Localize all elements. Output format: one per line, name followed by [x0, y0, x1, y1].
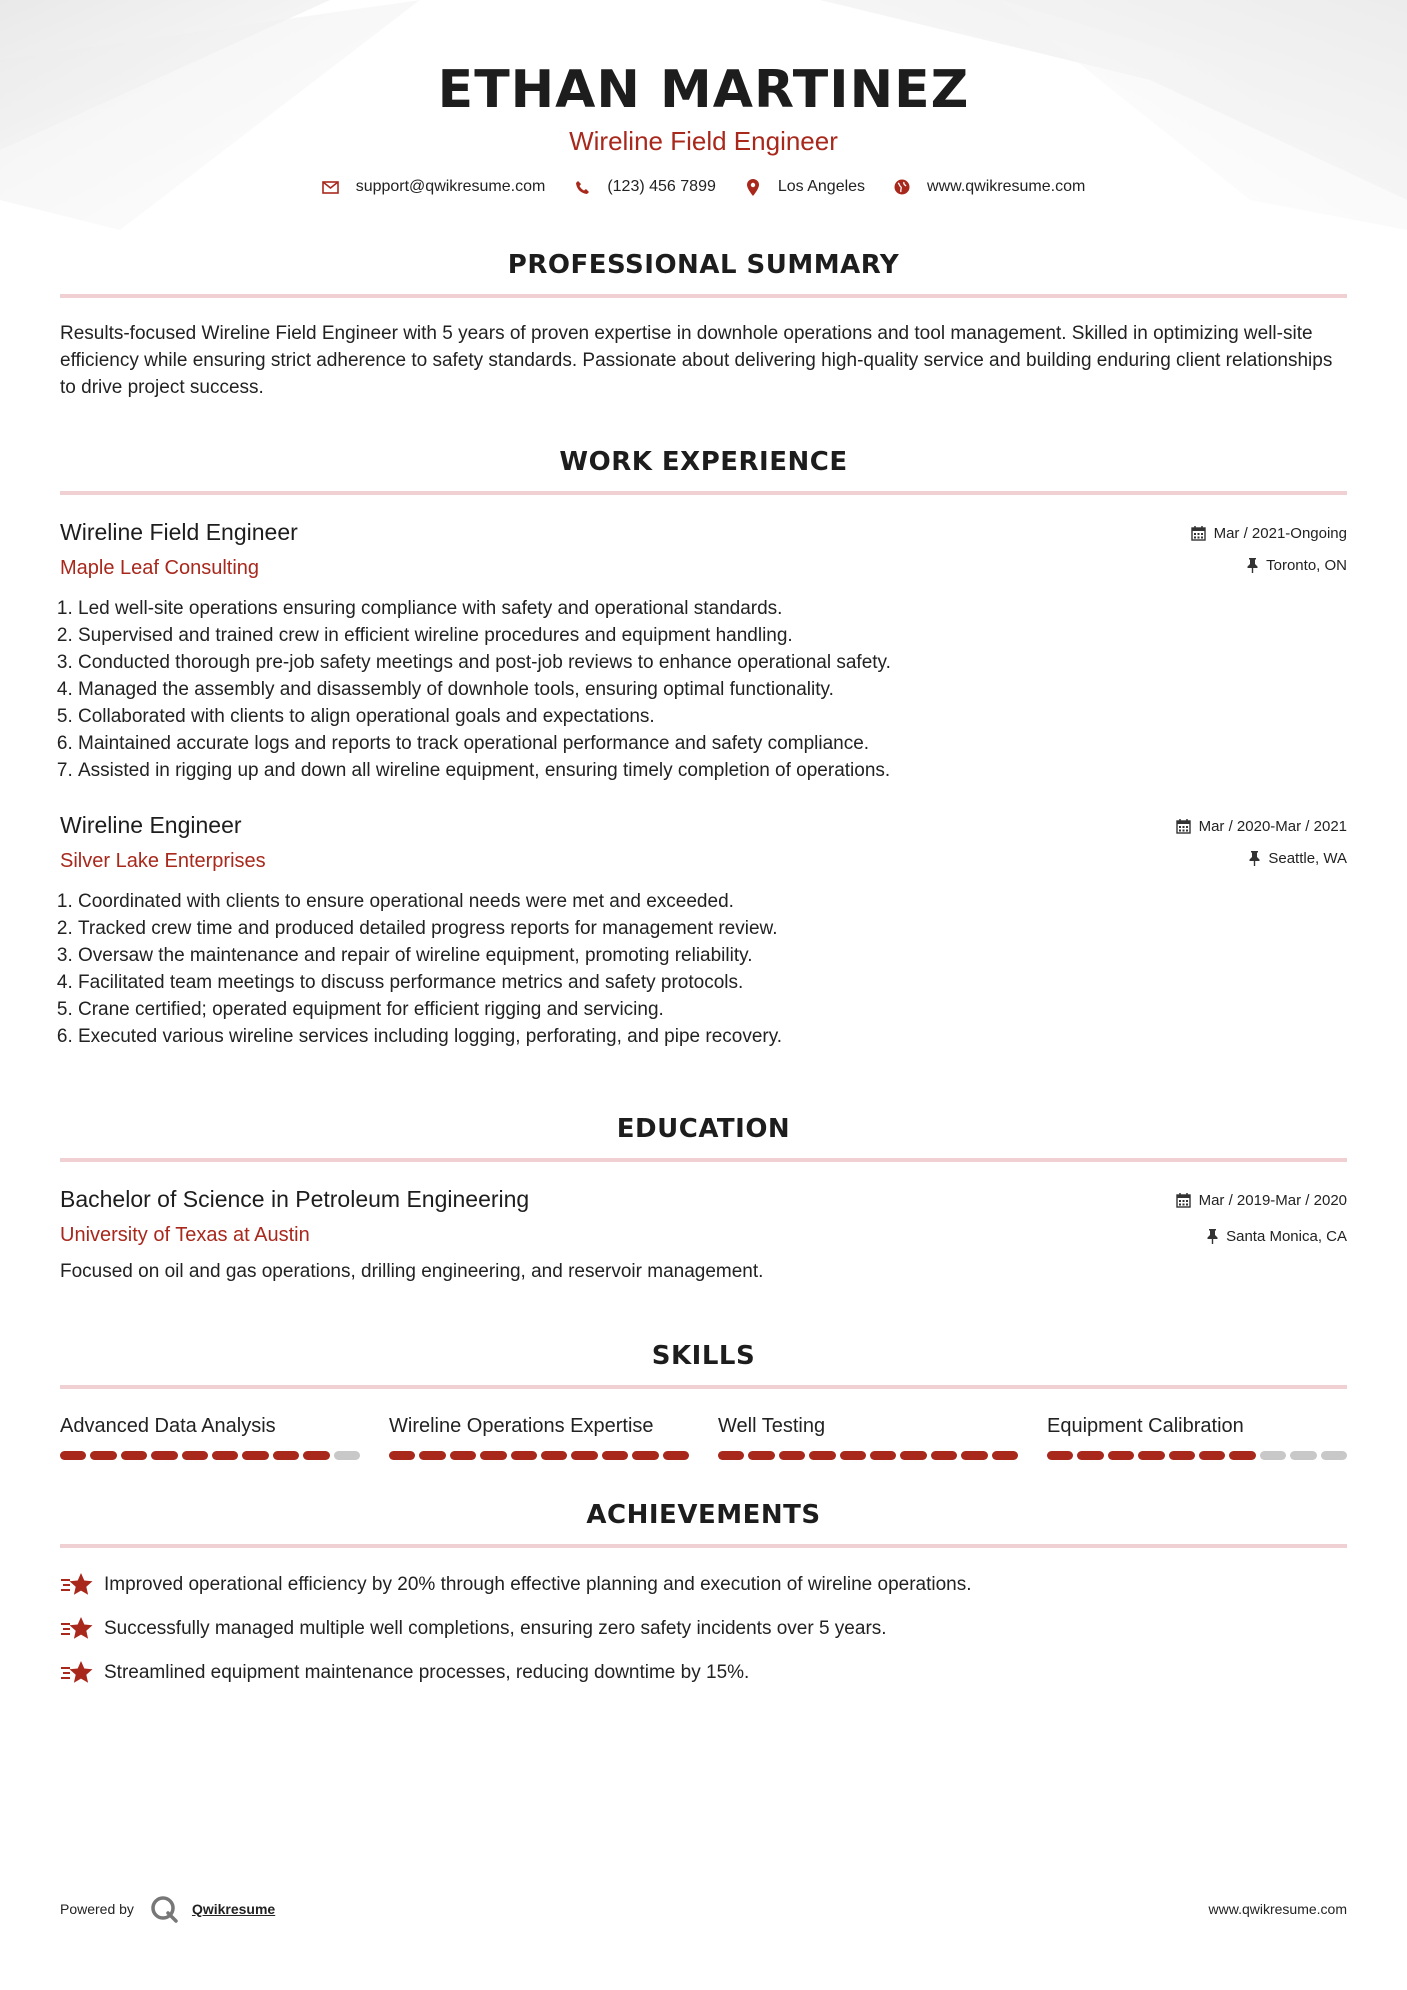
- achievement-item: [60, 1660, 1347, 1686]
- skill-segment-filled: [242, 1451, 268, 1460]
- skill-segment-filled: [961, 1451, 987, 1460]
- bullet-item: 1. Led well-site operations ensuring compliance with safety and operational standards.: [78, 595, 1347, 622]
- job-bullets: [60, 888, 1347, 1050]
- skill-item: [1047, 1413, 1347, 1460]
- achievements-heading: ACHIEVEMENTS: [586, 1500, 821, 1530]
- job-location: [1191, 555, 1347, 575]
- footer: [60, 1895, 1347, 1923]
- bullet-item: 2. Supervised and trained crew in efficient wireline procedures and equipment handling.: [78, 622, 1347, 649]
- skill-name: Equipment Calibration: [1047, 1415, 1244, 1437]
- contact-location: [744, 178, 865, 196]
- skill-segment-filled: [840, 1451, 866, 1460]
- achievements-section: [60, 1498, 1347, 1686]
- candidate-name: ETHAN MARTINEZ: [437, 60, 970, 120]
- school-name: University of Texas at Austin: [60, 1224, 310, 1246]
- contact-phone[interactable]: [573, 178, 716, 196]
- map-pin-icon: [744, 178, 762, 196]
- skill-segment-filled: [151, 1451, 177, 1460]
- degree-title: Bachelor of Science in Petroleum Engineering: [60, 1186, 530, 1212]
- job-meta: [1176, 810, 1347, 868]
- skill-segment-filled: [1138, 1451, 1164, 1460]
- bullet-item: 2. Tracked crew time and produced detailed progress reports for management review.: [78, 915, 1347, 942]
- education-entry: [60, 1184, 1347, 1285]
- skill-item: [389, 1413, 689, 1460]
- skill-name: Well Testing: [718, 1415, 826, 1437]
- skill-segment-filled: [900, 1451, 926, 1460]
- section-divider: [60, 294, 1347, 298]
- location-text: Los Angeles: [777, 178, 866, 195]
- qwikresume-logo-icon: [150, 1895, 178, 1923]
- skill-segment-filled: [389, 1451, 415, 1460]
- education-dates: [1176, 1190, 1347, 1210]
- skill-level-bar: [1047, 1451, 1347, 1460]
- job-dates: [1191, 523, 1347, 543]
- qwikresume-link[interactable]: Qwikresume: [191, 1901, 276, 1917]
- star-icon: [60, 1660, 94, 1686]
- skill-segment-filled: [1229, 1451, 1255, 1460]
- contact-email[interactable]: [322, 178, 546, 196]
- footer-branding: [60, 1895, 275, 1923]
- job-title: Wireline Engineer: [60, 812, 242, 838]
- skill-segment-filled: [450, 1451, 476, 1460]
- section-divider: [60, 1385, 1347, 1389]
- achievements-list: [60, 1572, 1347, 1686]
- skill-segment-filled: [541, 1451, 567, 1460]
- achievement-text: Improved operational efficiency by 20% through effective planning and execution of wireline operations.: [104, 1574, 972, 1595]
- skill-segment-filled: [992, 1451, 1018, 1460]
- skill-segment-filled: [748, 1451, 774, 1460]
- job-location: [1176, 848, 1347, 868]
- website-text: www.qwikresume.com: [927, 178, 1086, 195]
- dates-text: Mar / 2021-Ongoing: [1213, 524, 1347, 542]
- skill-name: Advanced Data Analysis: [60, 1415, 276, 1437]
- skill-level-bar: [718, 1451, 1018, 1460]
- skill-segment-filled: [1047, 1451, 1073, 1460]
- skills-list: [60, 1413, 1347, 1460]
- achievement-item: [60, 1572, 1347, 1598]
- candidate-role: Wireline Field Engineer: [569, 126, 838, 156]
- skill-segment-filled: [60, 1451, 86, 1460]
- skill-segment-empty: [1260, 1451, 1286, 1460]
- job-entry: [60, 517, 1347, 784]
- skill-level-bar: [60, 1451, 360, 1460]
- education-heading: EDUCATION: [616, 1114, 791, 1144]
- powered-by-label: Powered by: [60, 1901, 134, 1917]
- experience-heading: WORK EXPERIENCE: [559, 447, 848, 477]
- job-bullets: [60, 595, 1347, 784]
- resume-header: [60, 0, 1347, 196]
- job-dates: [1176, 816, 1347, 836]
- skill-segment-filled: [602, 1451, 628, 1460]
- bullet-item: 5. Crane certified; operated equipment for efficient rigging and servicing.: [78, 996, 1347, 1023]
- envelope-icon: [322, 178, 340, 196]
- skill-segment-filled: [809, 1451, 835, 1460]
- skill-segment-filled: [1169, 1451, 1195, 1460]
- skill-segment-filled: [663, 1451, 689, 1460]
- bullet-item: 5. Collaborated with clients to align operational goals and expectations.: [78, 703, 1347, 730]
- skill-segment-empty: [1290, 1451, 1316, 1460]
- achievement-item: [60, 1616, 1347, 1642]
- star-icon: [60, 1572, 94, 1598]
- skill-segment-empty: [1321, 1451, 1347, 1460]
- skill-segment-filled: [632, 1451, 658, 1460]
- bullet-item: 1. Coordinated with clients to ensure operational needs were met and exceeded.: [78, 888, 1347, 915]
- contact-website[interactable]: [893, 178, 1085, 196]
- phone-text: (123) 456 7899: [607, 178, 716, 195]
- calendar-icon: [1191, 526, 1206, 541]
- skill-segment-filled: [571, 1451, 597, 1460]
- bullet-item: 6. Executed various wireline services including logging, perforating, and pipe recovery.: [78, 1023, 1347, 1050]
- bullet-item: 3. Conducted thorough pre-job safety meetings and post-job reviews to enhance operational safety.: [78, 649, 1347, 676]
- star-icon: [60, 1616, 94, 1642]
- skill-segment-filled: [121, 1451, 147, 1460]
- footer-website[interactable]: www.qwikresume.com: [1208, 1901, 1347, 1917]
- achievement-text: Successfully managed multiple well completions, ensuring zero safety incidents over 5 years.: [104, 1618, 887, 1639]
- job-entry: [60, 810, 1347, 1050]
- skill-segment-filled: [1108, 1451, 1134, 1460]
- skill-segment-empty: [334, 1451, 360, 1460]
- skill-level-bar: [389, 1451, 689, 1460]
- globe-icon: [893, 178, 911, 196]
- skill-segment-filled: [182, 1451, 208, 1460]
- education-location: [1176, 1226, 1347, 1246]
- skill-segment-filled: [931, 1451, 957, 1460]
- bullet-item: 4. Facilitated team meetings to discuss performance metrics and safety protocols.: [78, 969, 1347, 996]
- education-description: Focused on oil and gas operations, drilling engineering, and reservoir management.: [60, 1261, 764, 1282]
- skill-segment-filled: [90, 1451, 116, 1460]
- job-company: Maple Leaf Consulting: [60, 557, 260, 579]
- calendar-icon: [1176, 1193, 1191, 1208]
- skill-segment-filled: [212, 1451, 238, 1460]
- education-section: [60, 1112, 1347, 1285]
- skill-segment-filled: [1077, 1451, 1103, 1460]
- summary-text: Results-focused Wireline Field Engineer with 5 years of proven expertise in downhole operations and tool management. Skilled in optimizing well-site efficiency while ensuring strict adherence to safety standards. Passionate about delivering high-quality service and building enduring client relationships to drive project success.: [60, 323, 1333, 398]
- bullet-item: 3. Oversaw the maintenance and repair of wireline equipment, promoting reliability.: [78, 942, 1347, 969]
- section-divider: [60, 1158, 1347, 1162]
- skill-name: Wireline Operations Expertise: [389, 1415, 654, 1437]
- skill-item: [60, 1413, 360, 1460]
- job-company: Silver Lake Enterprises: [60, 850, 266, 872]
- job-title: Wireline Field Engineer: [60, 519, 298, 545]
- skill-item: [718, 1413, 1018, 1460]
- skill-segment-filled: [480, 1451, 506, 1460]
- summary-section: [60, 248, 1347, 401]
- skill-segment-filled: [273, 1451, 299, 1460]
- job-meta: [1191, 517, 1347, 575]
- dates-text: Mar / 2020-Mar / 2021: [1198, 817, 1347, 835]
- pushpin-icon: [1249, 851, 1260, 866]
- phone-icon: [573, 178, 591, 196]
- pushpin-icon: [1207, 1229, 1218, 1244]
- skills-section: [60, 1339, 1347, 1460]
- location-text: Toronto, ON: [1266, 556, 1347, 574]
- skill-segment-filled: [303, 1451, 329, 1460]
- dates-text: Mar / 2019-Mar / 2020: [1198, 1191, 1347, 1209]
- contact-bar: [60, 178, 1347, 196]
- location-text: Santa Monica, CA: [1226, 1227, 1347, 1245]
- bullet-item: 7. Assisted in rigging up and down all wireline equipment, ensuring timely completion of operations.: [78, 757, 1347, 784]
- skills-heading: SKILLS: [651, 1341, 756, 1371]
- experience-section: [60, 445, 1347, 1050]
- pushpin-icon: [1247, 558, 1258, 573]
- skill-segment-filled: [870, 1451, 896, 1460]
- skill-segment-filled: [718, 1451, 744, 1460]
- section-divider: [60, 1544, 1347, 1548]
- skill-segment-filled: [779, 1451, 805, 1460]
- skill-segment-filled: [1199, 1451, 1225, 1460]
- education-meta: [1176, 1184, 1347, 1246]
- email-text: support@qwikresume.com: [355, 178, 546, 195]
- bullet-item: 6. Maintained accurate logs and reports to track operational performance and safety compliance.: [78, 730, 1347, 757]
- bullet-item: 4. Managed the assembly and disassembly of downhole tools, ensuring optimal functionality.: [78, 676, 1347, 703]
- calendar-icon: [1176, 819, 1191, 834]
- achievement-text: Streamlined equipment maintenance processes, reducing downtime by 15%.: [104, 1662, 750, 1683]
- location-text: Seattle, WA: [1268, 849, 1347, 867]
- summary-heading: PROFESSIONAL SUMMARY: [507, 250, 900, 280]
- section-divider: [60, 491, 1347, 495]
- skill-segment-filled: [511, 1451, 537, 1460]
- skill-segment-filled: [419, 1451, 445, 1460]
